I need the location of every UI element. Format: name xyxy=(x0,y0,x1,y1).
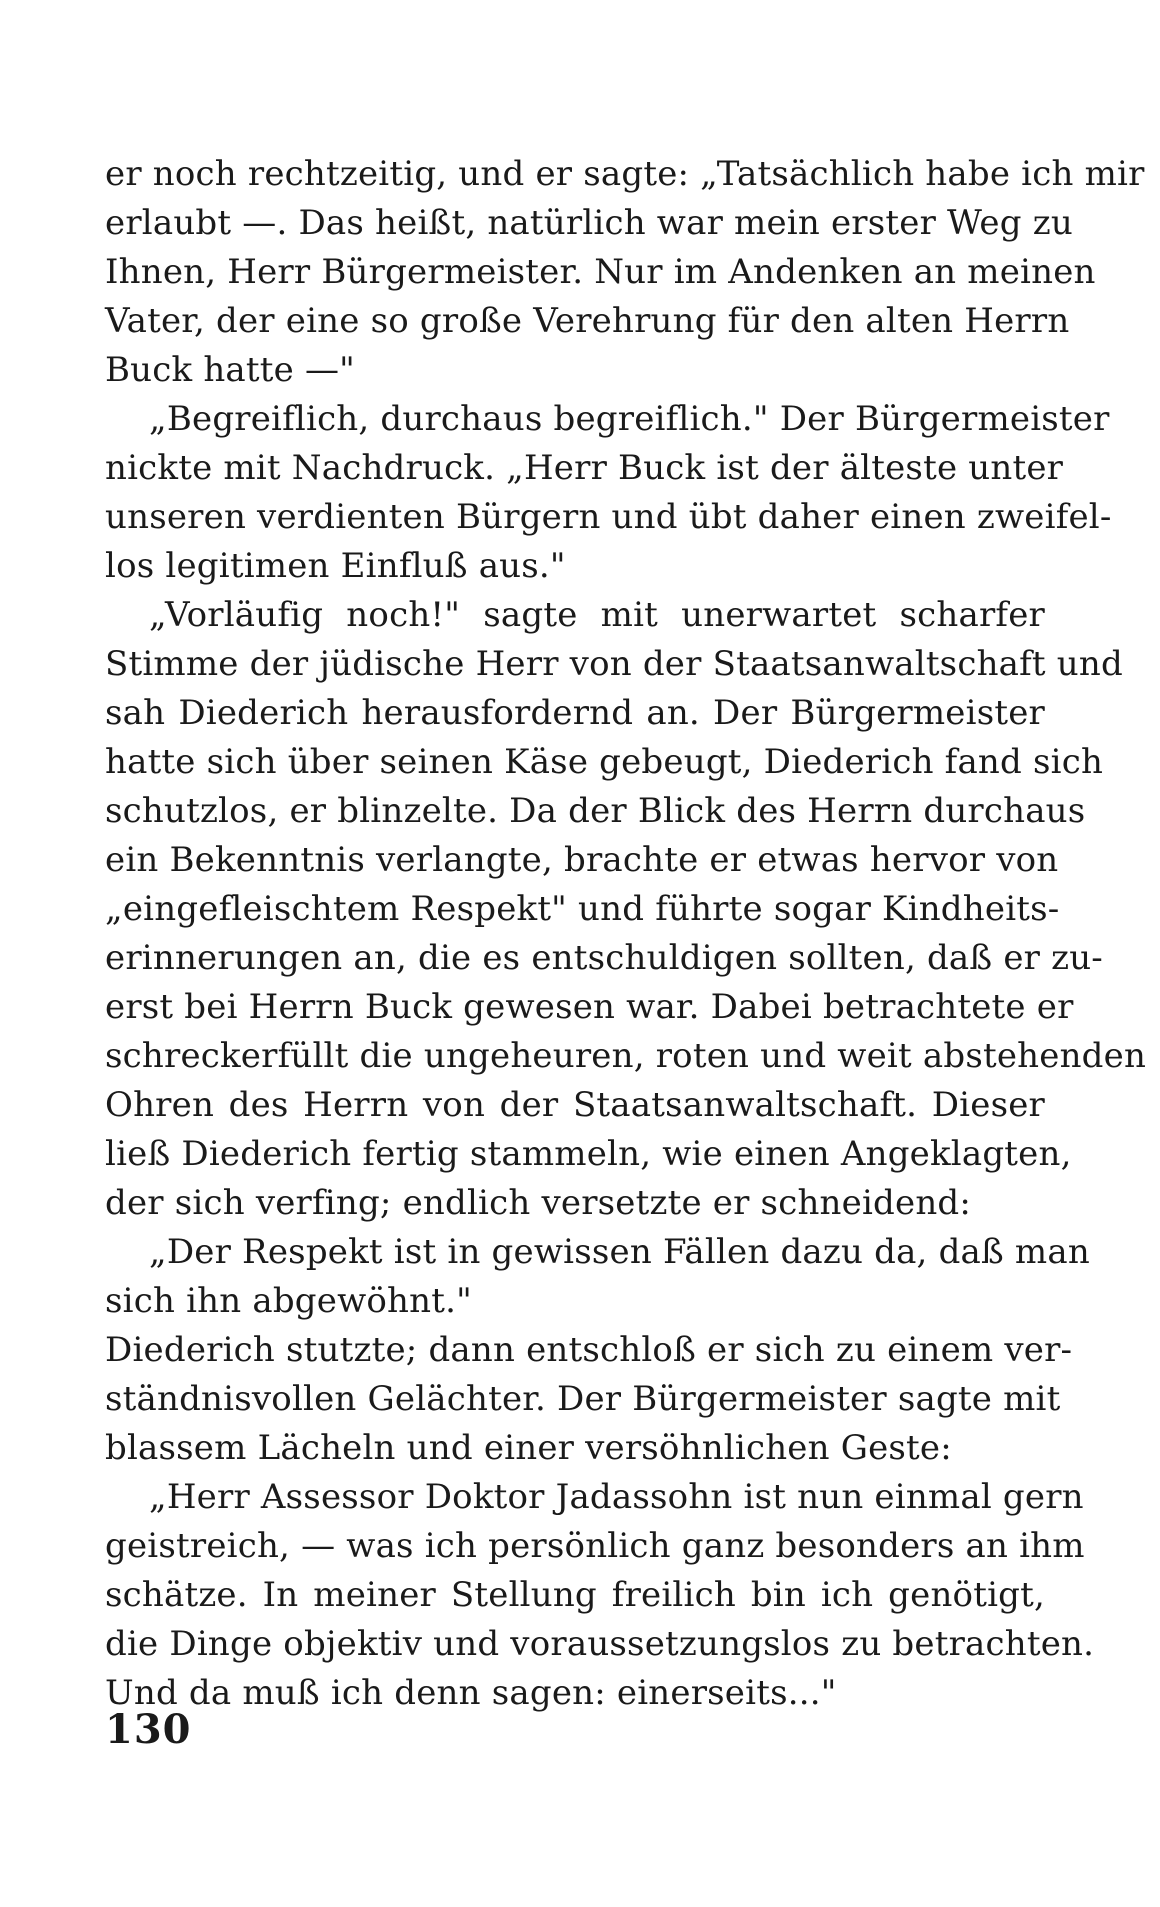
text-line: unseren verdienten Bürgern und übt daher einen zweifel- xyxy=(105,497,1112,537)
text-line: Stimme der jüdische Herr von der Staatsanwaltschaft und xyxy=(105,644,1123,684)
text-line: geistreich, — was ich persönlich ganz besonders an ihm xyxy=(105,1526,1085,1566)
text-line: „Der Respekt ist in gewissen Fällen dazu da, daß man xyxy=(149,1232,1090,1272)
text-line: ließ Diederich fertig stammeln, wie einen Angeklagten, xyxy=(105,1134,1072,1174)
text-line: erinnerungen an, die es entschuldigen sollten, daß er zu- xyxy=(105,938,1103,978)
text-line: ein Bekenntnis verlangte, brachte er etwas hervor von xyxy=(105,840,1059,880)
text-line: der sich verfing; endlich versetzte er schneidend: xyxy=(105,1183,972,1223)
text-line: hatte sich über seinen Käse gebeugt, Diederich fand sich xyxy=(105,742,1104,782)
book-page-text xyxy=(105,150,1147,1790)
text-line: blassem Lächeln und einer versöhnlichen Geste: xyxy=(105,1428,952,1468)
text-line: ständnisvollen Gelächter. Der Bürgermeister sagte mit xyxy=(105,1379,1061,1419)
text-line: „Vorläufig noch!" sagte mit unerwartet scharfer xyxy=(149,595,1045,635)
text-line: schätze. In meiner Stellung freilich bin ich genötigt, xyxy=(105,1575,1045,1615)
text-line: „eingefleischtem Respekt" und führte sogar Kindheits- xyxy=(105,889,1060,929)
text-line: Ihnen, Herr Bürgermeister. Nur im Andenken an meinen xyxy=(105,252,1096,292)
page-number: 130 xyxy=(105,1706,192,1753)
text-line: erst bei Herrn Buck gewesen war. Dabei betrachtete er xyxy=(105,987,1074,1027)
text-line: Buck hatte —" xyxy=(105,350,355,390)
text-line: sah Diederich herausfordernd an. Der Bürgermeister xyxy=(105,693,1045,733)
text-line: die Dinge objektiv und voraussetzungslos zu betrachten. xyxy=(105,1624,1095,1664)
text-line: erlaubt —. Das heißt, natürlich war mein erster Weg zu xyxy=(105,203,1073,243)
text-line: Ohren des Herrn von der Staatsanwaltschaft. Dieser xyxy=(105,1085,1045,1125)
text-line: „Begreiflich, durchaus begreiflich." Der Bürgermeister xyxy=(149,399,1110,439)
text-line: schreckerfüllt die ungeheuren, roten und weit abstehenden xyxy=(105,1036,1147,1076)
text-line: Diederich stutzte; dann entschloß er sich zu einem ver- xyxy=(105,1330,1073,1370)
text-line: „Herr Assessor Doktor Jadassohn ist nun einmal gern xyxy=(149,1477,1084,1517)
text-line: Vater, der eine so große Verehrung für den alten Herrn xyxy=(105,301,1070,341)
text-line: er noch rechtzeitig, und er sagte: „Tatsächlich habe ich mir xyxy=(105,154,1145,194)
text-line: Und da muß ich denn sagen: einerseits..." xyxy=(105,1673,837,1713)
text-line: los legitimen Einfluß aus." xyxy=(105,546,566,586)
text-line: schutzlos, er blinzelte. Da der Blick des Herrn durchaus xyxy=(105,791,1086,831)
text-line: nickte mit Nachdruck. „Herr Buck ist der älteste unter xyxy=(105,448,1064,488)
text-line: sich ihn abgewöhnt." xyxy=(105,1281,472,1321)
